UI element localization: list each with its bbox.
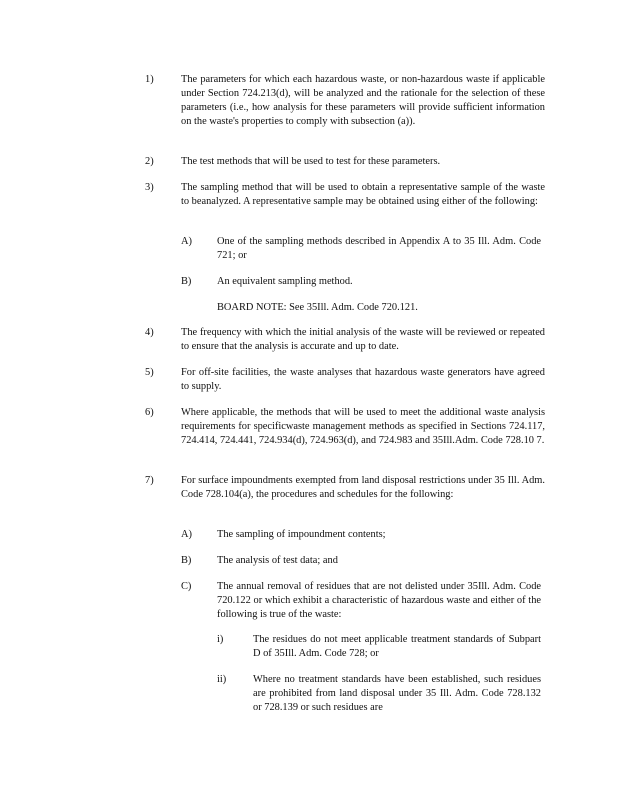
item-number: B) xyxy=(181,555,192,566)
item-text: The sampling method that will be used to obtain a representative sample of the waste to beanalyzed. A representative sample may be obtained using either of the following: xyxy=(181,182,545,207)
item-text: The residues do not meet applicable treatment standards of Subpart D of 35Ill. Adm. Code 728; or xyxy=(253,634,541,659)
item-number: i) xyxy=(217,634,224,645)
item-number: ii) xyxy=(217,674,227,685)
item-text: The frequency with which the initial analysis of the waste will be reviewed or repeated to ensure that the analysis is accurate and up to date. xyxy=(181,327,545,352)
item-number: C) xyxy=(181,581,192,592)
item-number: 3) xyxy=(145,182,154,193)
item-text: Where no treatment standards have been established, such residues are prohibited from land disposal under 35 Ill. Adm. Code 728.132 or 728.139 or such residues are xyxy=(253,674,541,713)
item-text: The parameters for which each hazardous waste, or non-hazardous waste if applicable under Section 724.213(d), will be analyzed and the rationale for the selection of these parameters (i.e., how analysis for these parameters will provide sufficient information on the waste's properties to comply with subsection (a)). xyxy=(181,74,545,127)
item-number: 2) xyxy=(145,156,154,167)
item-number: B) xyxy=(181,276,192,287)
item-number: 5) xyxy=(145,367,154,378)
item-number: A) xyxy=(181,236,192,247)
item-number: 1) xyxy=(145,74,154,85)
board-note: BOARD NOTE: See 35Ill. Adm. Code 720.121. xyxy=(217,302,418,313)
item-number: A) xyxy=(181,529,192,540)
item-text: The annual removal of residues that are not delisted under 35Ill. Adm. Code 720.122 or which exhibit a characteristic of hazardous waste and either of the following is true of the waste: xyxy=(217,581,541,620)
item-text: The test methods that will be used to test for these parameters. xyxy=(181,156,441,167)
item-text: The analysis of test data; and xyxy=(217,555,338,566)
item-number: 4) xyxy=(145,327,154,338)
item-text: Where applicable, the methods that will be used to meet the additional waste analysis requirements for specificwaste management methods as specified in Sections 724.117, 724.414, 724.441, 724.934(d), 724.963(d), and 724.983 and 35Ill.Adm. Code 728.10 7. xyxy=(181,407,545,446)
item-text: For off-site facilities, the waste analyses that hazardous waste generators have agreed to supply. xyxy=(181,367,545,392)
item-text: The sampling of impoundment contents; xyxy=(217,529,386,540)
item-text: For surface impoundments exempted from land disposal restrictions under 35 Ill. Adm. Code 728.104(a), the procedures and schedules for the following: xyxy=(181,475,545,500)
item-text: One of the sampling methods described in Appendix A to 35 Ill. Adm. Code 721; or xyxy=(217,236,541,261)
item-number: 6) xyxy=(145,407,154,418)
item-text: An equivalent sampling method. xyxy=(217,276,353,287)
item-number: 7) xyxy=(145,475,154,486)
